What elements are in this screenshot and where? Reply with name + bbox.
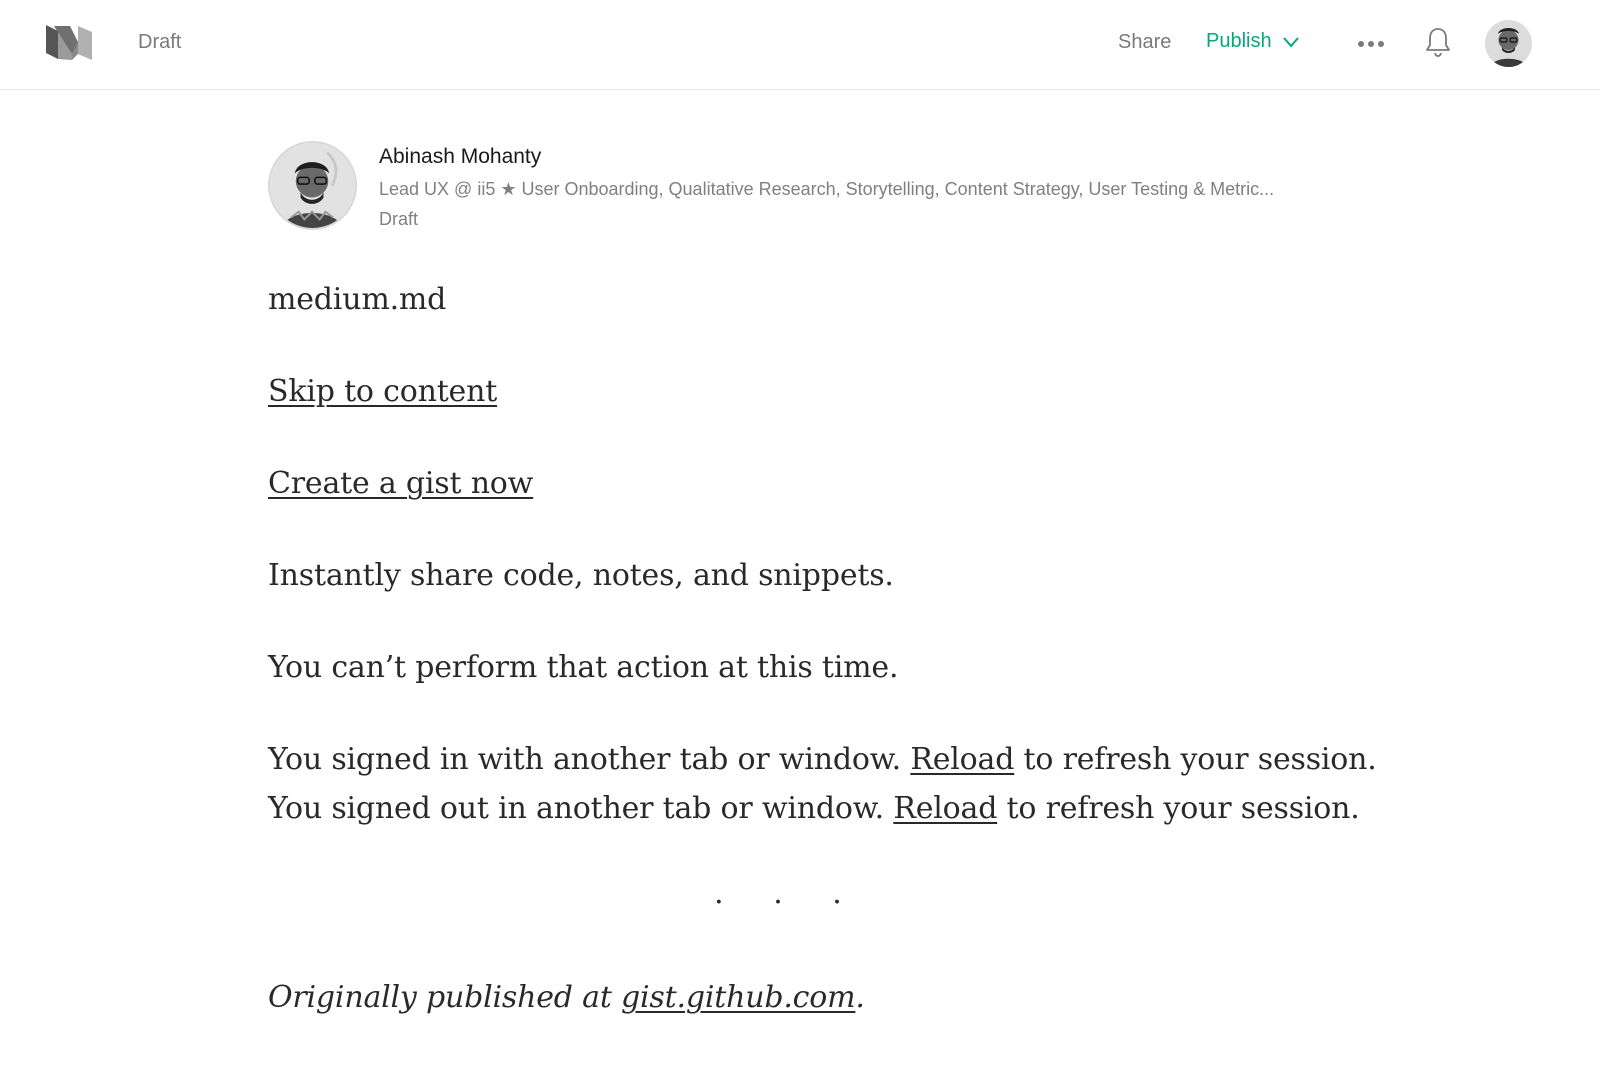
draft-status: Draft [138, 31, 182, 53]
chevron-down-icon [1282, 36, 1300, 48]
signed-in-text: You signed in with another tab or window. [268, 742, 911, 777]
gist-github-link[interactable]: gist.github.com [621, 980, 856, 1015]
share-button[interactable]: Share [1118, 31, 1172, 53]
footer-text: Originally published at [268, 980, 622, 1015]
top-bar [0, 0, 1600, 90]
footer-period: . [855, 980, 865, 1015]
author-avatar[interactable] [268, 141, 357, 230]
skip-to-content-link[interactable]: Skip to content [268, 374, 498, 409]
signed-out-text: You signed out in another tab or window. [268, 791, 894, 826]
signed-in-suffix: to refresh your session. [1014, 742, 1377, 777]
tagline-paragraph: Instantly share code, notes, and snippets. [268, 558, 894, 593]
avatar[interactable] [1485, 20, 1532, 67]
create-gist-link[interactable]: Create a gist now [268, 466, 534, 501]
section-separator: · · · [714, 885, 862, 920]
originally-published-paragraph [268, 980, 865, 1015]
signed-out-suffix: to refresh your session. [997, 791, 1360, 826]
publish-button[interactable] [1206, 30, 1300, 53]
signed-in-paragraph [268, 742, 1377, 777]
error-paragraph: You can’t perform that action at this time. [268, 650, 899, 685]
author-draft-status: Draft [379, 209, 419, 229]
article-title: medium.md [268, 282, 447, 317]
author-bio: Lead UX @ ii5 ★ User Onboarding, Qualitative Research, Storytelling, Content Strategy, User Testing & Metric... [379, 179, 1275, 199]
publish-label: Publish [1206, 30, 1272, 52]
medium-logo[interactable] [44, 22, 94, 62]
reload-link-2[interactable]: Reload [893, 791, 998, 826]
bell-icon[interactable] [1424, 26, 1452, 58]
skip-paragraph [268, 374, 497, 409]
more-icon[interactable] [1357, 30, 1385, 58]
author-name[interactable]: Abinash Mohanty [379, 145, 542, 168]
signed-out-paragraph [268, 791, 1360, 826]
reload-link-1[interactable]: Reload [910, 742, 1015, 777]
gist-paragraph [268, 466, 533, 501]
